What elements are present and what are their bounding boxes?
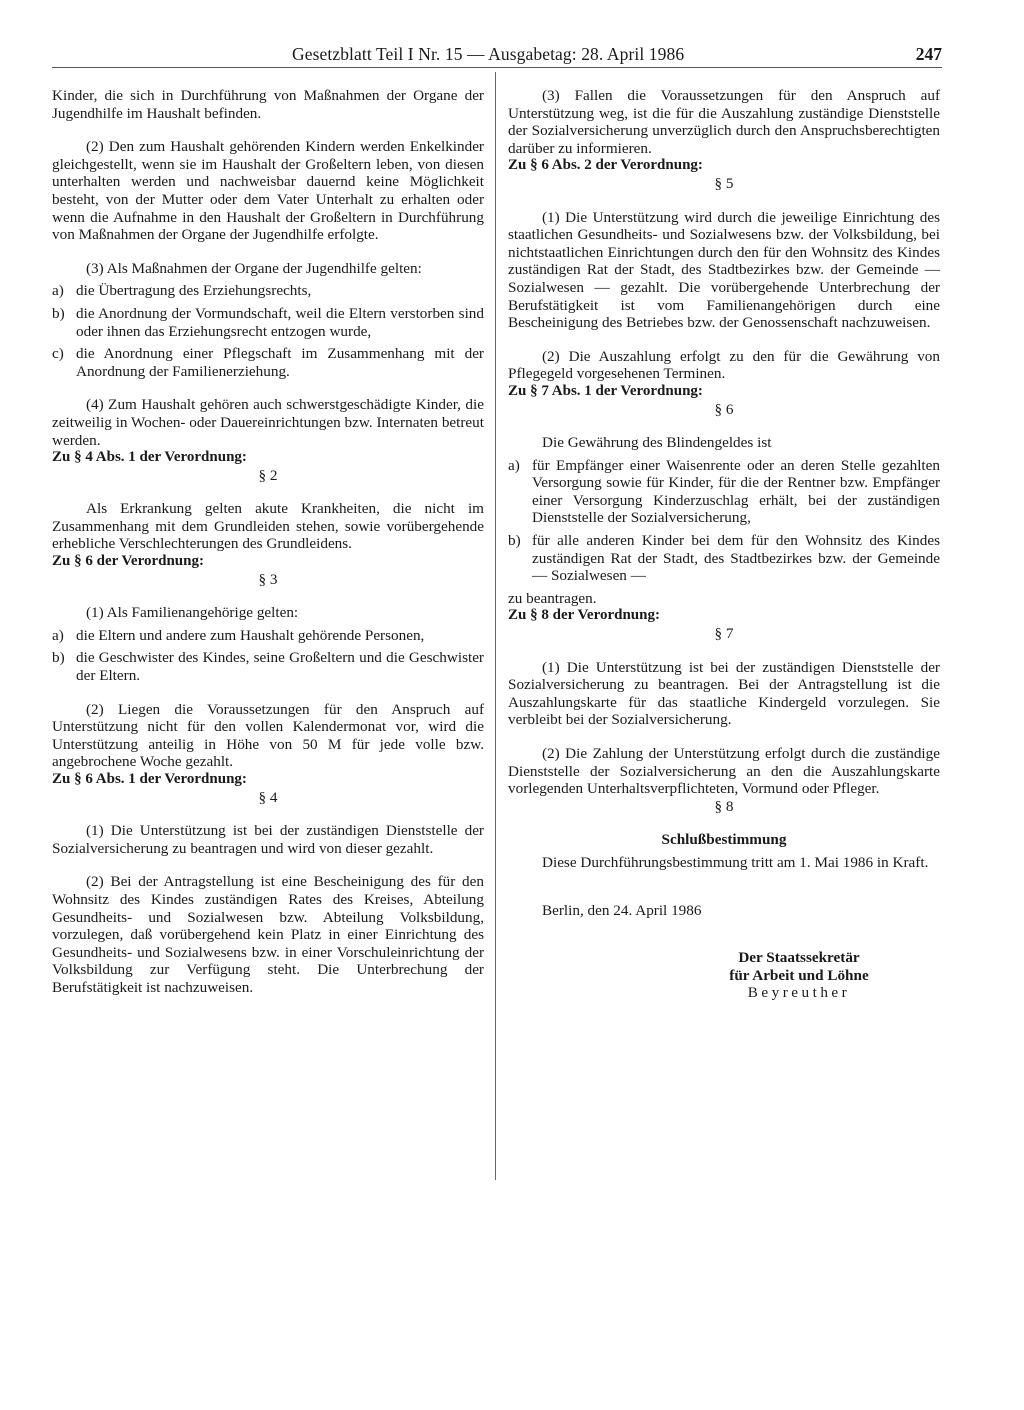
paragraph-2: (2) Den zum Haushalt gehörenden Kindern werden Enkelkinder gleichgestellt, wenn sie im Haushalt der Großeltern leben, von diesen unterhalten werden und nachweisbar dauernd keine Möglichkeit besteht, von der Mutter oder dem Vater Unterhalt zu erhalten oder wenn die Aufnahme in den Haushalt der Großeltern in Durchführung von Maßnahmen der Organe der Jugendhilfe erfolgte. bbox=[52, 138, 484, 244]
signature-block bbox=[658, 949, 940, 1002]
place-and-date: Berlin, den 24. April 1986 bbox=[542, 901, 702, 919]
page-header bbox=[52, 44, 942, 68]
section-7-para-1: (1) Die Unterstützung ist bei der zuständigen Dienststelle der Sozialversicherung zu beantragen. Bei der Antragstellung ist die Auszahlungskarte für das staatliche Kindergeld vorzulegen. Sie verbleibt bei der Sozialversicherung. bbox=[508, 658, 940, 729]
list-label: b) bbox=[52, 649, 65, 667]
list-label: a) bbox=[52, 282, 64, 300]
section-5-para-1: (1) Die Unterstützung wird durch die jeweilige Einrichtung des staatlichen Gesundheits- und Sozialwesens bzw. der Volksbildung, bei nichtstaatlichen Einrichtungen durch den für den Wohnsitz des Kindes zuständigen Rat der Stadt, des Stadtbezirkes bzw. der Gemeinde — Sozialwesen — gezahlt. Die vorübergehende Unterbrechung der Berufstätigkeit ist vom Familienangehörigen durch eine Bescheinigung des Betriebes bzw. der Genossenschaft nachzuweisen. bbox=[508, 208, 940, 332]
list-text: für Empfänger einer Waisenrente oder an deren Stelle gezahlten Versorgung sowie für Kinder, für die der Rentner bzw. Empfänger einer Versorgung Kinderzuschlag erhält, bei der zuständigen Dienststelle der Sozialversicherung, bbox=[532, 456, 940, 527]
header-rule bbox=[52, 67, 942, 68]
section-number: § 4 bbox=[258, 788, 278, 806]
section-8-title: Schlußbestimmung bbox=[661, 831, 787, 849]
section-3-para-1: (1) Als Familienangehörige gelten: bbox=[86, 604, 299, 622]
section-number: § 6 bbox=[714, 400, 734, 418]
section-4-para-1: (1) Die Unterstützung ist bei der zuständigen Dienststelle der Sozialversicherung zu beantragen und wird von dieser gezahlt. bbox=[52, 822, 484, 857]
list-item bbox=[52, 649, 484, 684]
list-text: die Eltern und andere zum Haushalt gehörende Personen, bbox=[76, 626, 425, 644]
list-text: für alle anderen Kinder bei dem für den Wohnsitz des Kindes zuständigen Rat der Stadt, des Stadtbezirkes bzw. der Gemeinde — Sozialwesen — bbox=[532, 532, 940, 585]
list-label: c) bbox=[52, 345, 64, 363]
section-heading: Zu § 6 Abs. 2 der Verordnung: bbox=[508, 157, 703, 174]
section-heading: Zu § 4 Abs. 1 der Verordnung: bbox=[52, 449, 247, 466]
page-number: 247 bbox=[915, 44, 942, 64]
section-heading: Zu § 6 der Verordnung: bbox=[52, 553, 204, 570]
section-heading: Zu § 7 Abs. 1 der Verordnung: bbox=[508, 382, 703, 399]
list-label: a) bbox=[508, 456, 520, 474]
list-item bbox=[52, 627, 484, 645]
continued-paragraph: Kinder, die sich in Durchführung von Maßnahmen der Organe der Jugendhilfe im Haushalt befinden. bbox=[52, 87, 484, 122]
list-item bbox=[52, 282, 484, 300]
section-number: § 5 bbox=[714, 174, 734, 192]
section-5-para-2: (2) Die Auszahlung erfolgt zu den für die Gewährung von Pflegegeld vorgesehenen Terminen. bbox=[508, 347, 940, 383]
list-label: b) bbox=[52, 304, 65, 322]
signatory-title: Der Staatssekretär bbox=[738, 949, 860, 967]
list-item bbox=[508, 457, 940, 527]
section-2-text: Als Erkrankung gelten akute Krankheiten, die nicht im Zusammenhang mit dem Grundleiden stehen, sowie vorübergehende erhebliche Verschlechterungen des Grundleidens. bbox=[52, 500, 484, 553]
section-number: § 3 bbox=[258, 570, 278, 588]
signatory-ministry: für Arbeit und Löhne bbox=[729, 966, 869, 984]
section-number: § 8 bbox=[714, 797, 734, 815]
section-8-text: Diese Durchführungsbestimmung tritt am 1. Mai 1986 in Kraft. bbox=[542, 853, 929, 871]
section-3-para-2: (2) Liegen die Voraussetzungen für den Anspruch auf Unterstützung nicht für den vollen Kalendermonat vor, wird die Unterstützung anteilig in Höhe von 50 M für jede volle bzw. angebrochene Woche gezahlt. bbox=[52, 700, 484, 771]
list-text: die Übertragung des Erziehungsrechts, bbox=[76, 282, 312, 300]
list-item bbox=[508, 532, 940, 585]
section-heading: Zu § 6 Abs. 1 der Verordnung: bbox=[52, 771, 247, 787]
list-text: die Geschwister des Kindes, seine Großeltern und die Geschwister der Eltern. bbox=[76, 649, 484, 685]
paragraph-4: (4) Zum Haushalt gehören auch schwerstgeschädigte Kinder, die zeitweilig in Wochen- oder Dauereinrichtungen bzw. Internaten betreut werden. bbox=[52, 396, 484, 449]
list-text: die Anordnung einer Pflegschaft im Zusammenhang mit der Anordnung der Familienerziehung. bbox=[76, 345, 484, 380]
section-6-intro: Die Gewährung des Blindengeldes ist bbox=[542, 434, 772, 452]
section-4-para-2: (2) Bei der Antragstellung ist eine Bescheinigung des für den Wohnsitz des Kindes zuständigen Rates des Kreises, Abteilung Gesundheits- und Sozialwesen bzw. Abteilung Volksbildung, vorzulegen, daß vorübergehend kein Platz in einer Einrichtung des Gesundheits- und Sozialwesens bzw. in einer Vorschuleinrichtung der Volksbildung zur Verfügung steht. Die Unterbrechung der Berufstätigkeit ist nachzuweisen. bbox=[52, 873, 484, 996]
list-label: b) bbox=[508, 532, 521, 550]
section-4-para-3: (3) Fallen die Voraussetzungen für den Anspruch auf Unterstützung weg, ist die für die Auszahlung zuständige Dienststelle der Sozialversicherung unverzüglich durch den Anspruchsberechtigten darüber zu informieren. bbox=[508, 87, 940, 157]
paragraph-3-intro: (3) Als Maßnahmen der Organe der Jugendhilfe gelten: bbox=[86, 259, 422, 277]
section-heading: Zu § 8 der Verordnung: bbox=[508, 607, 660, 624]
list-text: die Anordnung der Vormundschaft, weil die Eltern verstorben sind oder ihnen das Erziehungsrecht entzogen wurde, bbox=[76, 304, 484, 340]
header-title: Gesetzblatt Teil I Nr. 15 — Ausgabetag: 28. April 1986 bbox=[292, 44, 685, 64]
section-6-closing: zu beantragen. bbox=[508, 589, 597, 607]
list-item bbox=[52, 305, 484, 340]
right-column bbox=[508, 87, 940, 1002]
column-divider bbox=[495, 72, 496, 1180]
section-number: § 7 bbox=[714, 625, 734, 643]
section-number: § 2 bbox=[258, 466, 278, 484]
signatory-name: Beyreuther bbox=[747, 984, 851, 1002]
left-column bbox=[52, 87, 484, 997]
section-7-para-2: (2) Die Zahlung der Unterstützung erfolgt durch die zuständige Dienststelle der Sozialversicherung an den die Auszahlungskarte vorlegenden Unterhaltsverpflichteten, Vormund oder Pfleger. bbox=[508, 745, 940, 798]
list-item bbox=[52, 345, 484, 380]
list-label: a) bbox=[52, 626, 64, 644]
